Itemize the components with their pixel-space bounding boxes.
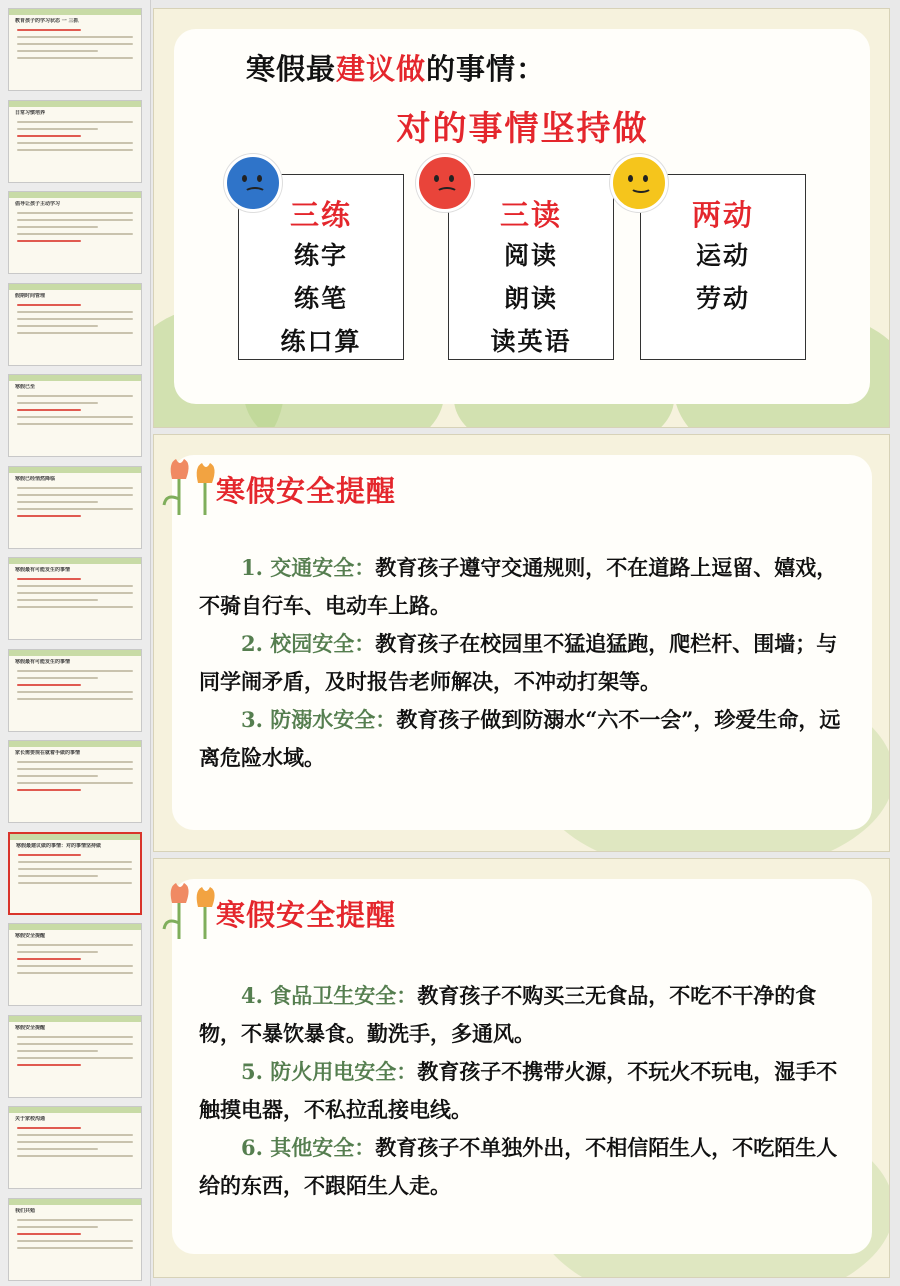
thumbnail-header-bar: [10, 834, 140, 840]
thumbnail-header-bar: [9, 1107, 141, 1113]
thumbnail-title: 家长需要规在就着手做的事情: [15, 750, 81, 756]
slide-title: 寒假安全提醒: [216, 898, 397, 932]
slide-thumbnail[interactable]: [8, 740, 142, 823]
safety-item: [199, 549, 853, 625]
activity-item: 练字: [293, 241, 348, 270]
activity-card-heading: 三练: [289, 198, 352, 232]
thumbnail-content: [17, 944, 133, 997]
slide-thumbnail-panel: [0, 0, 151, 1286]
slide-title: 寒假最建议做的事情：: [246, 52, 547, 86]
thumbnail-header-bar: [9, 650, 141, 656]
safety-item: [199, 1129, 853, 1205]
thumbnail-title: 寒假最建议做的事情：对的事情坚持做: [16, 842, 102, 849]
thumbnail-title: 倡导让孩子主动学习: [15, 201, 61, 207]
thumbnail-title: 我们共勉: [15, 1207, 36, 1214]
activity-item: 劳动: [695, 284, 750, 313]
slide-thumbnail[interactable]: [8, 1198, 142, 1281]
thumbnail-content: [17, 29, 133, 82]
thumbnail-title: 寒假安全提醒: [15, 933, 46, 939]
thumbnail-content: [17, 121, 133, 174]
slide-subtitle: 对的事情坚持做: [396, 109, 649, 149]
activity-item: 阅读: [503, 241, 558, 270]
slide-safety-reminder-2[interactable]: [153, 858, 890, 1278]
activity-item: 读英语: [490, 327, 572, 356]
safety-item-key: 2. 校园安全：: [241, 631, 376, 656]
safety-item-text: 教育孩子遵守交通规则，不在道路上逗留、嬉戏，不骑自行车、电动车上路。: [199, 555, 838, 618]
thumbnail-header-bar: [9, 467, 141, 473]
thumbnail-title: 寒假最有可能发生的事情: [15, 567, 71, 573]
thumbnail-header-bar: [9, 1016, 141, 1022]
slide-thumbnail[interactable]: [8, 283, 142, 366]
thumbnail-content: [17, 487, 133, 540]
safety-item-key: 5. 防火用电安全：: [241, 1059, 418, 1084]
activity-item: 练口算: [280, 327, 362, 356]
thumbnail-title: 寒假已经悄然降临: [15, 475, 56, 482]
safety-text-block: [199, 549, 853, 777]
slide-title: 寒假安全提醒: [216, 474, 397, 508]
thumbnail-header-bar: [9, 1199, 141, 1205]
safety-item-key: 1. 交通安全：: [241, 555, 376, 580]
thumbnail-header-bar: [9, 284, 141, 290]
slide-thumbnail[interactable]: [8, 8, 142, 91]
safety-item-text: 教育孩子不单独外出，不相信陌生人，不吃陌生人给的东西，不跟陌生人走。: [199, 1135, 838, 1198]
thumbnail-title: 寒假安全提醒: [15, 1024, 46, 1031]
thumbnail-title: 寒假最有可能发生的事情: [15, 658, 71, 665]
slide-thumbnail[interactable]: [8, 374, 142, 457]
thumbnail-content: [18, 854, 132, 905]
safety-text-block: [199, 977, 853, 1205]
thumbnail-header-bar: [9, 192, 141, 198]
emoji-face-icon: [224, 154, 282, 212]
thumbnail-title: 关于家校沟通: [15, 1116, 46, 1122]
safety-item: [199, 625, 853, 701]
thumbnail-content: [17, 1219, 133, 1272]
activity-card: [448, 174, 614, 360]
activity-item: 运动: [695, 241, 750, 270]
slide-thumbnail[interactable]: [8, 191, 142, 274]
thumbnail-content: [17, 670, 133, 723]
slide-recommended-activities[interactable]: [153, 8, 890, 428]
thumbnail-content: [17, 212, 133, 265]
safety-item: [199, 1053, 853, 1129]
thumbnail-content: [17, 578, 133, 631]
thumbnail-header-bar: [9, 9, 141, 15]
thumbnail-title: 假期时间管理: [15, 292, 46, 299]
thumbnail-header-bar: [9, 558, 141, 564]
thumbnail-header-bar: [9, 924, 141, 930]
slide-safety-reminder-1[interactable]: [153, 434, 890, 852]
thumbnail-content: [17, 1127, 133, 1180]
slide-thumbnail[interactable]: [8, 1106, 142, 1189]
slide-thumbnail[interactable]: [8, 649, 142, 732]
safety-item-key: 3. 防溺水安全：: [241, 707, 397, 732]
safety-item: [199, 977, 853, 1053]
thumbnail-content: [17, 761, 133, 814]
thumbnail-title: 寒假已至: [15, 384, 36, 390]
thumbnail-content: [17, 1036, 133, 1089]
thumbnail-content: [17, 395, 133, 448]
safety-item-text: 教育孩子不携带火源，不玩火不玩电，湿手不触摸电器，不私拉乱接电线。: [199, 1059, 838, 1122]
slide-thumbnail[interactable]: [8, 1015, 142, 1098]
safety-item: [199, 701, 853, 777]
activity-item: 练笔: [293, 284, 348, 313]
safety-item-text: 教育孩子不购买三无食品，不吃不干净的食物，不暴饮暴食。勤洗手，多通风。: [199, 983, 817, 1046]
emoji-face-icon: [416, 154, 474, 212]
safety-item-text: 教育孩子在校园里不猛追猛跑，爬栏杆、围墙；与同学闹矛盾，及时报告老师解决，不冲动打架等。: [199, 631, 838, 694]
thumbnail-header-bar: [9, 101, 141, 107]
safety-item-key: 4. 食品卫生安全：: [241, 983, 418, 1008]
slide-thumbnail[interactable]: [8, 466, 142, 549]
safety-item-key: 6. 其他安全：: [241, 1135, 376, 1160]
slide-thumbnail[interactable]: [8, 100, 142, 183]
thumbnail-title: 日常习惯培养: [15, 109, 46, 116]
activity-card-heading: 三读: [499, 198, 562, 232]
slide-thumbnail[interactable]: [8, 923, 142, 1006]
activity-card-heading: 两动: [691, 198, 754, 232]
slide-thumbnail[interactable]: [8, 832, 142, 915]
slide-thumbnail[interactable]: [8, 557, 142, 640]
activity-item: 朗读: [503, 284, 558, 313]
thumbnail-header-bar: [9, 375, 141, 381]
thumbnail-title: 教育孩子的学习状态 一 三抓: [15, 18, 79, 24]
activity-card: [640, 174, 806, 360]
thumbnail-header-bar: [9, 741, 141, 747]
emoji-face-icon: [610, 154, 668, 212]
safety-item-text: 教育孩子做到防溺水“六不一会”，珍爱生命，远离危险水域。: [199, 707, 841, 770]
thumbnail-content: [17, 304, 133, 357]
